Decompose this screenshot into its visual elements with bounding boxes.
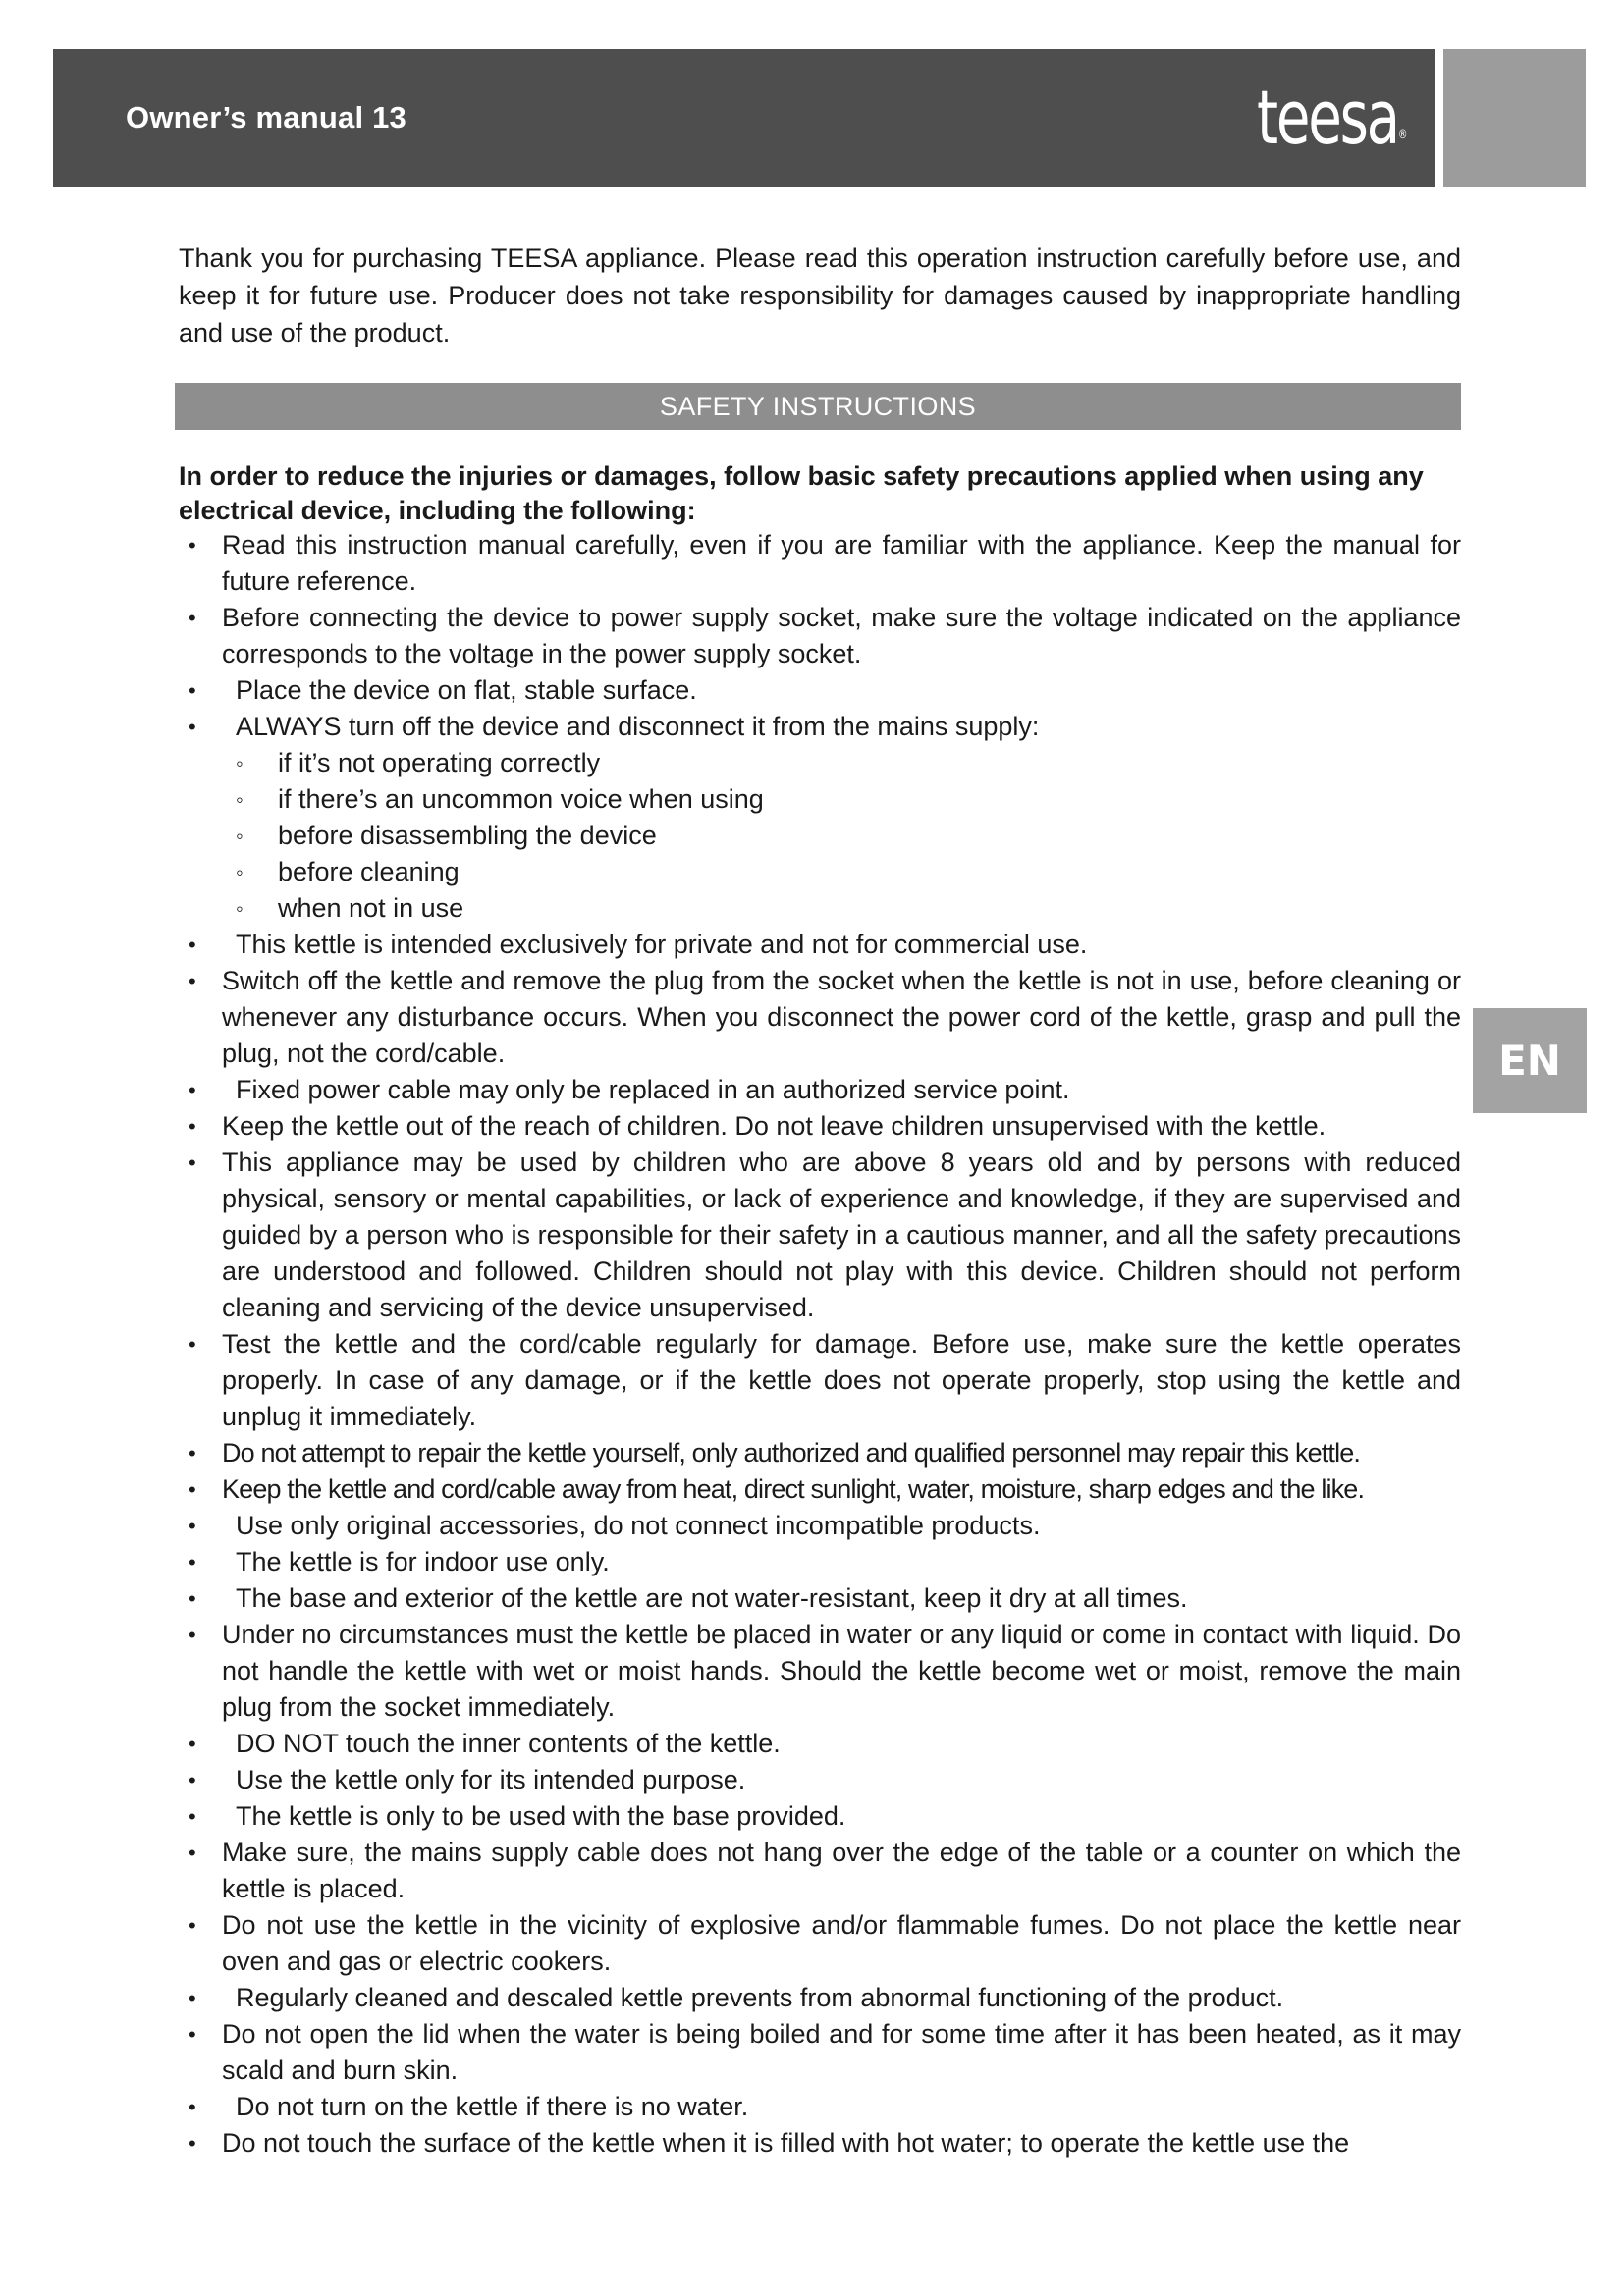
bullet-icon: • [189,715,196,739]
list-item: • Before connecting the device to power supply socket, make sure the voltage indicated on the appliance corresponds to the voltage in the power supply socket. [179,600,1461,672]
list-item: • Do not turn on the kettle if there is no water. [179,2089,1461,2125]
section-lead: In order to reduce the injuries or damages, follow basic safety precautions applied when using any electrical device, including the following: [179,461,1424,525]
sub-list-item: ◦ when not in use [179,890,1461,927]
ring-bullet-icon: ◦ [236,896,244,921]
list-item: • DO NOT touch the inner contents of the kettle. [179,1726,1461,1762]
sub-list-item: ◦ if there’s an uncommon voice when using [179,781,1461,818]
sub-list-item: ◦ before cleaning [179,854,1461,890]
bullet-icon: • [189,2131,196,2156]
list-item: • Read this instruction manual carefully, even if you are familiar with the appliance. Keep the manual for future reference. [179,527,1461,600]
list-item: • Place the device on flat, stable surface. [179,672,1461,709]
bullet-icon: • [189,1913,196,1938]
language-tab: EN [1473,1008,1587,1113]
sub-list-item: ◦ if it’s not operating correctly [179,745,1461,781]
bullet-icon: • [189,1114,196,1139]
bullet-icon: • [189,2022,196,2047]
bullet-icon: • [189,1550,196,1575]
list-item: • Keep the kettle and cord/cable away from heat, direct sunlight, water, moisture, sharp edges and the like. [179,1471,1461,1508]
ring-bullet-icon: ◦ [236,824,244,848]
list-item: • ALWAYS turn off the device and disconnect it from the mains supply: [179,709,1461,745]
bullet-icon: • [189,1150,196,1175]
list-item: • Keep the kettle out of the reach of children. Do not leave children unsupervised with the kettle. [179,1108,1461,1145]
list-item: • Under no circumstances must the kettle be placed in water or any liquid or come in contact with liquid. Do not handle the kettle with wet or moist hands. Should the kettle become wet or moist, remove the main plug from the socket immediately. [179,1617,1461,1726]
list-item: • Do not open the lid when the water is being boiled and for some time after it has been heated, as it may scald and burn skin. [179,2016,1461,2089]
bullet-icon: • [189,533,196,558]
header-side-block [1443,49,1586,187]
bullet-icon: • [189,933,196,957]
registered-mark: ® [1397,128,1408,142]
sub-list [179,745,1461,927]
sub-list-container [179,745,1461,927]
bullet-icon: • [189,678,196,703]
intro-paragraph: Thank you for purchasing TEESA appliance. Please read this operation instruction carefully before use, and keep it for future use. Producer does not take responsibility for damages caused by inappropriate handling and use of the product. [179,243,1461,347]
list-item: • The kettle is for indoor use only. [179,1544,1461,1580]
sub-list-item: ◦ before disassembling the device [179,818,1461,854]
list-item: • Test the kettle and the cord/cable regularly for damage. Before use, make sure the kettle operates properly. In case of any damage, or if the kettle does not operate properly, stop using the kettle and unplug it immediately. [179,1326,1461,1435]
ring-bullet-icon: ◦ [236,860,244,884]
list-item: • Use the kettle only for its intended purpose. [179,1762,1461,1798]
list-item: • Do not touch the surface of the kettle when it is filled with hot water; to operate the kettle use the [179,2125,1461,2162]
list-item: • The base and exterior of the kettle are not water-resistant, keep it dry at all times. [179,1580,1461,1617]
list-item: • This kettle is intended exclusively for private and not for commercial use. [179,927,1461,963]
bullet-icon: • [189,1841,196,1865]
bullet-icon: • [189,1078,196,1102]
bullet-icon: • [189,606,196,630]
bullet-icon: • [189,1477,195,1502]
list-item: • Fixed power cable may only be replaced in an authorized service point. [179,1072,1461,1108]
bullet-icon: • [189,1768,196,1792]
bullet-icon: • [189,1441,195,1466]
brand-logo [1257,69,1408,167]
list-item: • Make sure, the mains supply cable does not hang over the edge of the table or a counter on which the kettle is placed. [179,1835,1461,1907]
bullet-icon: • [189,1586,196,1611]
bullet-icon: • [189,1804,196,1829]
list-item: • Do not attempt to repair the kettle yourself, only authorized and qualified personnel may repair this kettle. [179,1435,1461,1471]
brand-wordmark: teesa [1257,74,1398,161]
list-item: • Do not use the kettle in the vicinity of explosive and/or flammable fumes. Do not place the kettle near oven and gas or electric cookers. [179,1907,1461,1980]
ring-bullet-icon: ◦ [236,787,244,812]
bullet-icon: • [189,1623,196,1647]
list-item: • The kettle is only to be used with the base provided. [179,1798,1461,1835]
bullet-icon: • [189,2095,196,2119]
list-item: • Switch off the kettle and remove the plug from the socket when the kettle is not in use, before cleaning or whenever any disturbance occurs. When you disconnect the power cord of the kettle, grasp and pull the plug, not the cord/cable. [179,963,1461,1072]
bullet-icon: • [189,969,196,993]
bullet-icon: • [189,1332,196,1357]
bullet-icon: • [189,1986,196,2010]
page-title: Owner’s manual 13 [126,100,406,134]
bullet-icon: • [189,1514,196,1538]
bullet-icon: • [189,1732,196,1756]
safety-list [179,527,1461,2162]
ring-bullet-icon: ◦ [236,751,244,775]
section-heading: SAFETY INSTRUCTIONS [175,383,1461,430]
list-item: • Regularly cleaned and descaled kettle prevents from abnormal functioning of the product. [179,1980,1461,2016]
list-item: • This appliance may be used by children who are above 8 years old and by persons with reduced physical, sensory or mental capabilities, or lack of experience and knowledge, if they are supervised and guided by a person who is responsible for their safety in a cautious manner, and all the safety precautions are understood and followed. Children should not play with this device. Children should not perform cleaning and servicing of the device unsupervised. [179,1145,1461,1326]
list-item: • Use only original accessories, do not connect incompatible products. [179,1508,1461,1544]
